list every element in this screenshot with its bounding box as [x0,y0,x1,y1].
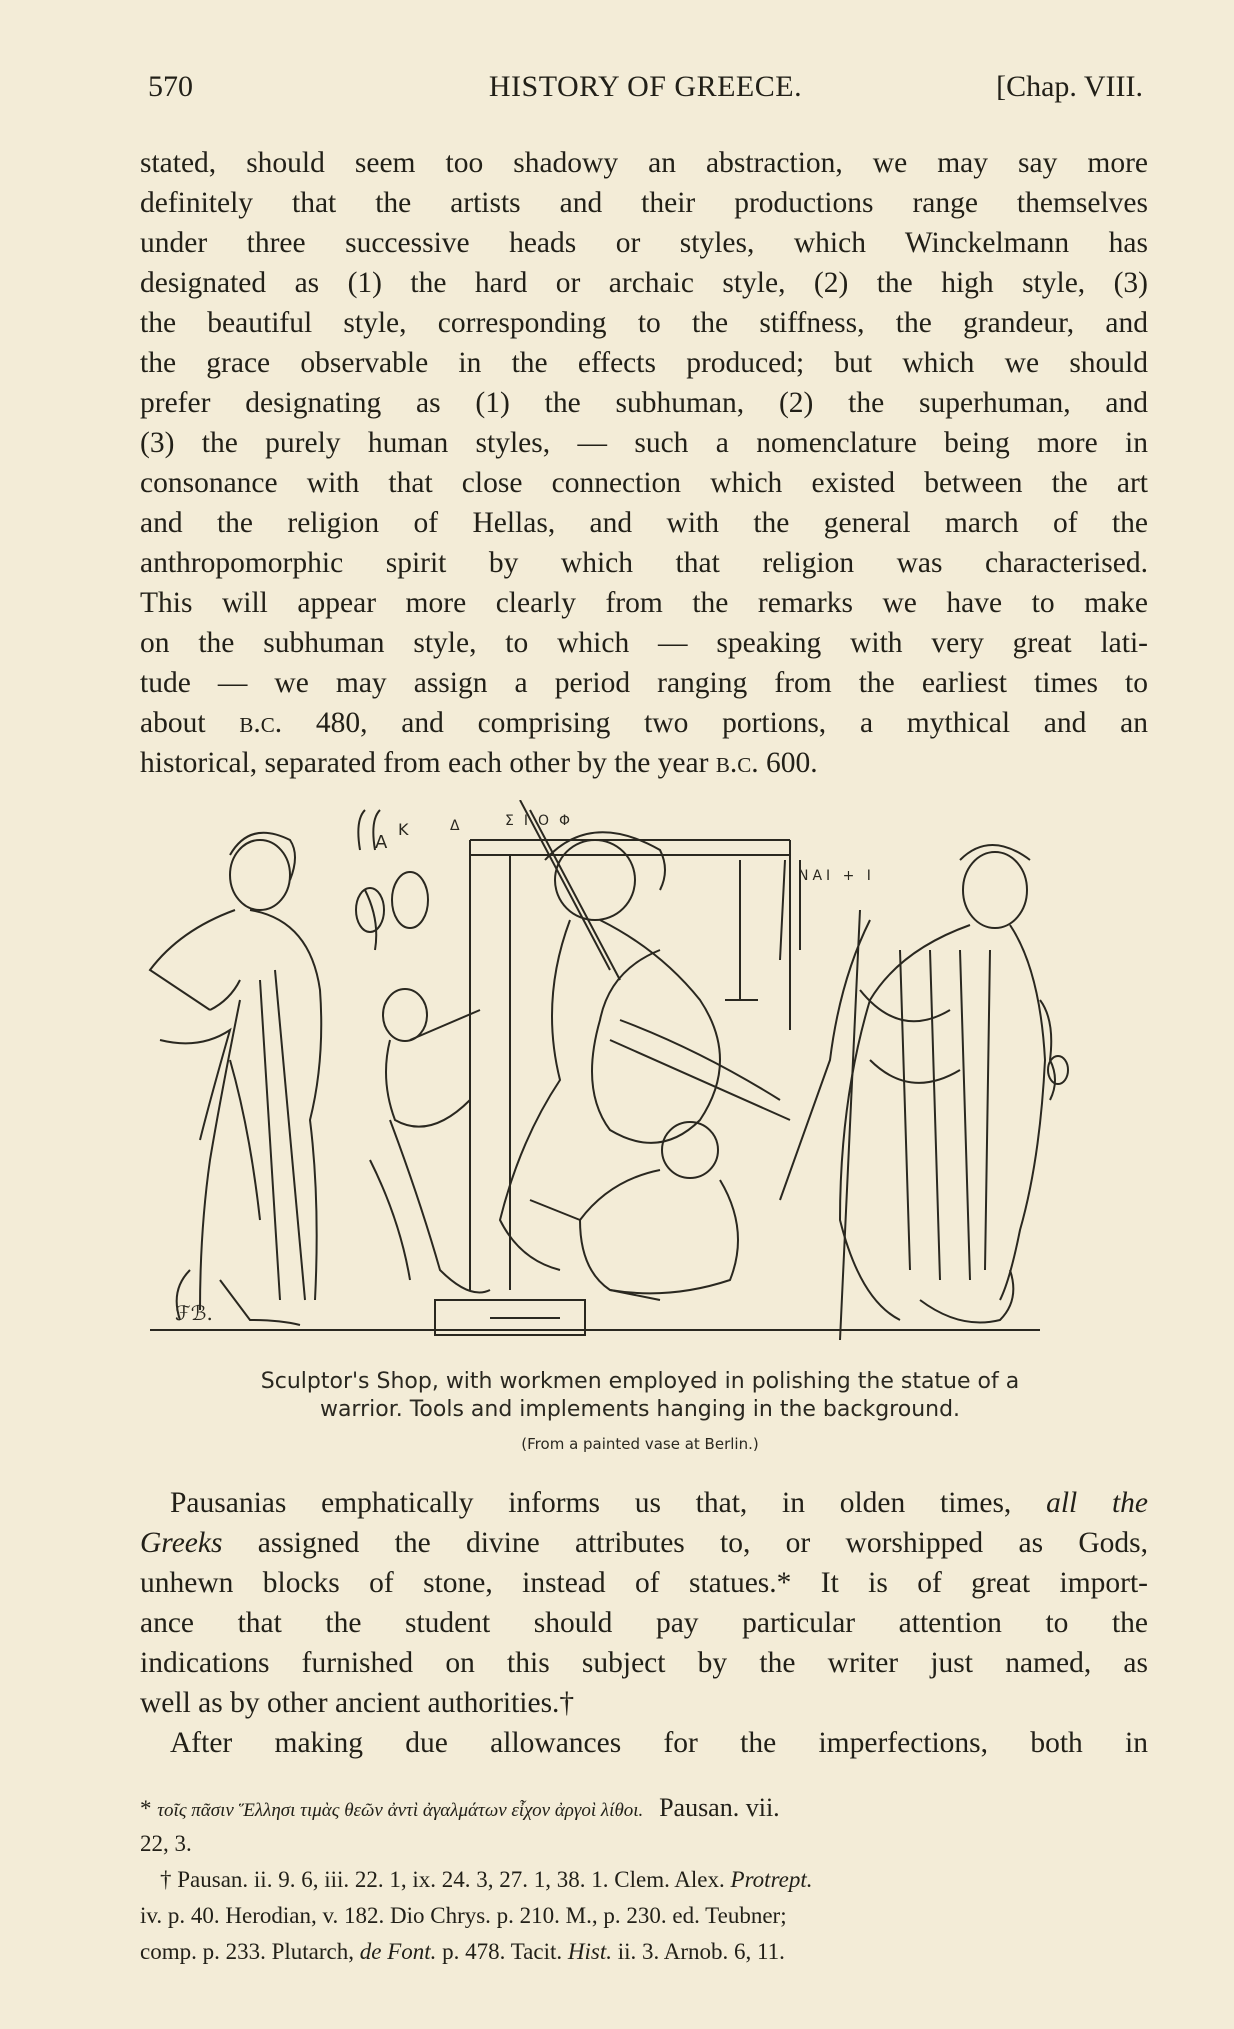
artist-mark: ℱℬ. [175,1301,213,1325]
paragraph-1 [140,143,1148,783]
footnotes [140,1790,1148,1970]
text-line: consonance with that close connection which existed between the art [140,467,1148,499]
text-fragment: † Pausan. ii. 9. 6, iii. 22. 1, ix. 24. 3, 27. 1, 38. 1. Clem. Alex. [160,1867,725,1892]
text-line [140,1483,1148,1523]
text-line: anthropomorphic spirit by which that religion was characterised. [140,547,1148,579]
paragraph-2 [140,1483,1148,1763]
text-line: indications furnished on this subject by the writer just named, as [140,1647,1148,1679]
era-abbrev: b.c. [239,707,283,739]
text-line: the grace observable in the effects produced; but which we should [140,347,1148,379]
emphasis: Greeks [140,1527,223,1559]
text-line: (3) the purely human styles, — such a nomenclature being more in [140,427,1148,459]
text-fragment: 480, and comprising two portions, a mythical and an [315,707,1148,739]
text-line: tude — we may assign a period ranging from the earliest times to [140,667,1148,699]
text-line: under three successive heads or styles, which Winckelmann has [140,227,1148,259]
text-line: stated, should seem too shadowy an abstraction, we may say more [140,147,1148,179]
text-line: ance that the student should pay particular attention to the [140,1607,1148,1639]
text-line: designated as (1) the hard or archaic style, (2) the high style, (3) [140,267,1148,299]
footnote-star-cont: 22, 3. [140,1831,192,1856]
footnote-dagger-cont [140,1934,1148,1970]
footnote-dagger-cont: iv. p. 40. Herodian, v. 182. Dio Chrys. p. 210. M., p. 230. ed. Teubner; [140,1903,787,1928]
figure-caption [120,1368,1160,1458]
text-fragment: assigned the divine attributes to, or worshipped as Gods, [257,1527,1149,1559]
text-fragment: 600. [765,747,818,779]
running-title: HISTORY OF GREECE. [488,70,803,103]
text-fragment: ii. 3. Arnob. 6, 11. [617,1939,785,1964]
inscription-right: NAI + I [798,868,875,884]
footnote-dagger [140,1862,1148,1898]
chapter-label: [Chap. VIII. [996,70,1143,103]
emphasis: Protrept. [730,1867,813,1892]
emphasis: all the [1046,1487,1148,1519]
inscription-kappa: K [398,820,409,839]
footnote-ref: Pausan. vii. [659,1793,780,1822]
text-fragment: Pausanias emphatically informs us that, in olden times, [170,1487,1012,1519]
text-line: unhewn blocks of stone, instead of statues.* It is of great import- [140,1567,1148,1599]
text-fragment: historical, separated from each other by the year [140,747,709,779]
text-line: definitely that the artists and their productions range themselves [140,187,1148,219]
inscription-delta: Δ [450,818,460,834]
text-fragment: p. 478. Tacit. [442,1939,563,1964]
text-line: prefer designating as (1) the subhuman, (2) the superhuman, and [140,387,1148,419]
emphasis: Hist. [567,1939,612,1964]
text-line: and the religion of Hellas, and with the general march of the [140,507,1148,539]
text-fragment: comp. p. 233. Plutarch, [140,1939,354,1964]
footnote-star [140,1790,1148,1826]
text-line [140,1523,1148,1563]
emphasis: de Font. [359,1939,437,1964]
text-line: on the subhuman style, to which — speaking with very great lati- [140,627,1148,659]
caption-source: (From a painted vase at Berlin.) [521,1435,759,1453]
text-line: This will appear more clearly from the remarks we have to make [140,587,1148,619]
inscription-alpha: A [375,832,388,853]
text-line: well as by other ancient authorities.† [140,1687,575,1719]
footnote-mark: * [140,1796,152,1821]
illustration-lines [150,800,1068,1340]
inscription-top: ΣΙΟΦ [505,813,581,829]
text-line [140,743,1148,783]
text-fragment: about [140,707,206,739]
caption-line-2: warrior. Tools and implements hanging in the background. [319,1397,961,1422]
caption-line-1: Sculptor's Shop, with workmen employed in polishing the statue of a [260,1369,1020,1394]
greek-quote: τοῖς πᾶσιν Ἕλλησι τιμὰς θεῶν ἀντὶ ἀγαλμάτων εἶχον ἀργοὶ λίθοι. [157,1800,644,1821]
text-line [140,703,1148,743]
era-abbrev: b.c. [715,747,759,779]
text-line: the beautiful style, corresponding to the stiffness, the grandeur, and [140,307,1148,339]
running-header [148,70,1143,110]
vase-illustration [140,800,1140,1350]
page-number: 570 [148,70,193,103]
text-line: After making due allowances for the imperfections, both in [170,1727,1148,1759]
